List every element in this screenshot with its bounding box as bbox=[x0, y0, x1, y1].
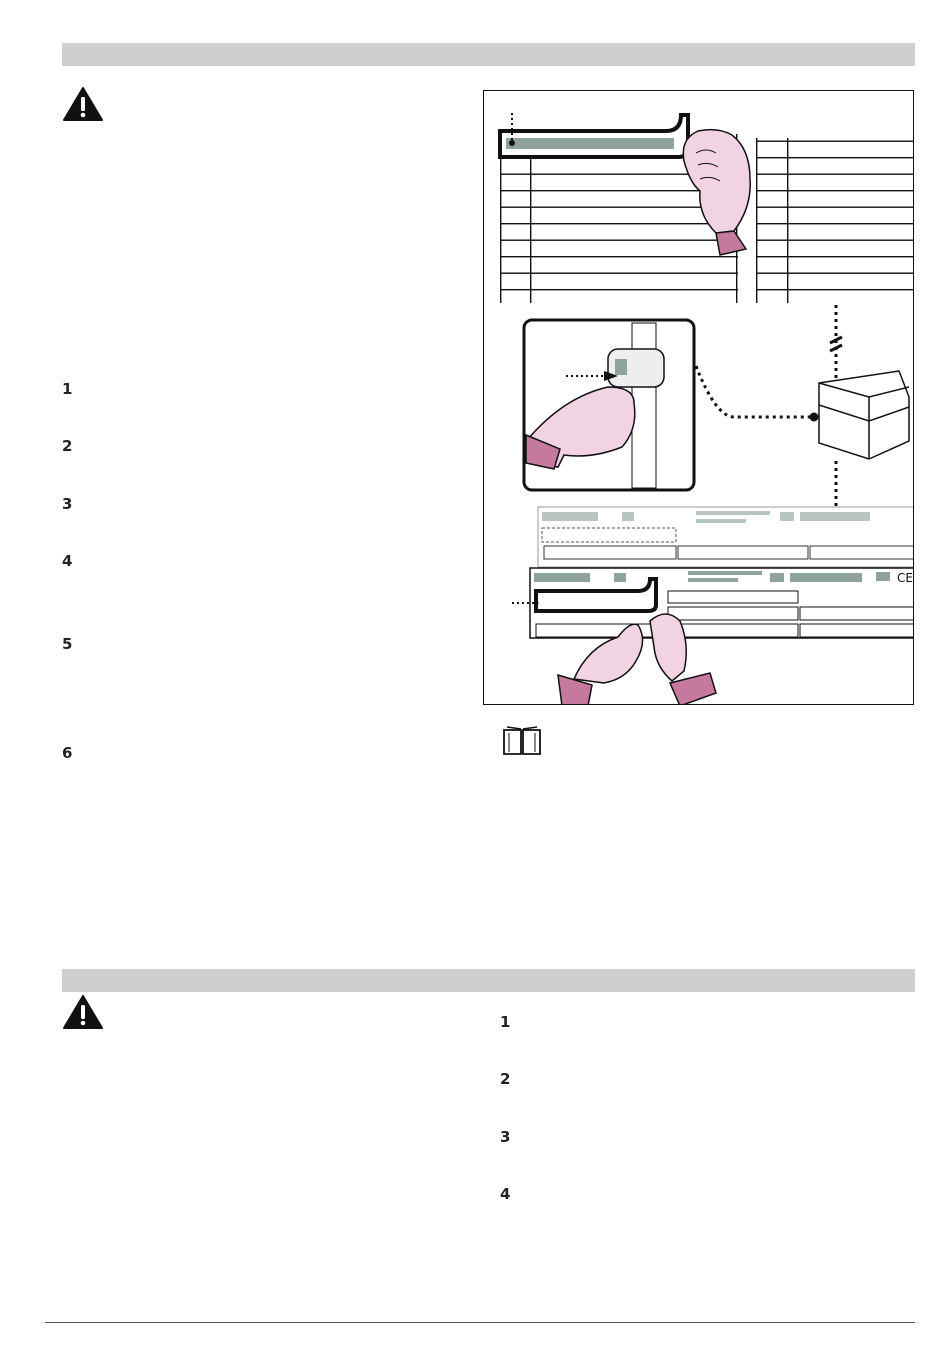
inset-detail-view bbox=[524, 320, 694, 490]
rating-label-middle bbox=[538, 507, 914, 567]
step-number: 6 bbox=[62, 744, 73, 762]
appliance-drawing bbox=[810, 371, 910, 459]
step-number: 3 bbox=[500, 1128, 511, 1146]
rating-label-table-right bbox=[756, 138, 914, 304]
step-number: 4 bbox=[62, 552, 73, 570]
step-number: 3 bbox=[62, 495, 73, 513]
warning-triangle-icon bbox=[62, 86, 104, 122]
section-header-bar bbox=[62, 43, 915, 66]
step-number: 1 bbox=[500, 1013, 511, 1031]
section-header-bar bbox=[62, 969, 915, 992]
ce-mark: CE bbox=[897, 571, 913, 585]
footer-rule bbox=[45, 1322, 915, 1323]
open-book-icon bbox=[501, 725, 543, 757]
label-placement-diagram bbox=[484, 91, 914, 705]
warning-triangle-icon bbox=[62, 994, 104, 1030]
step-number: 5 bbox=[62, 635, 73, 653]
step-number: 2 bbox=[62, 437, 73, 455]
peeling-label-top bbox=[500, 113, 688, 157]
step-number: 4 bbox=[500, 1185, 511, 1203]
step-number: 1 bbox=[62, 380, 73, 398]
step-number: 2 bbox=[500, 1070, 511, 1088]
installation-illustration bbox=[483, 90, 914, 705]
